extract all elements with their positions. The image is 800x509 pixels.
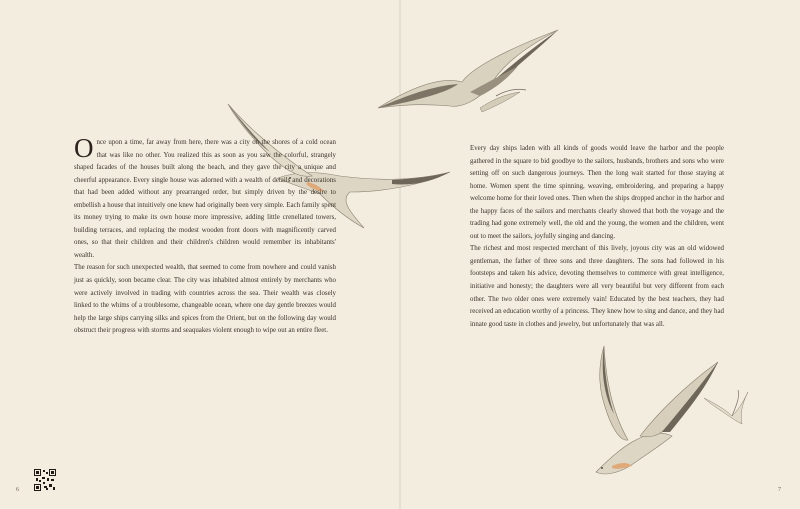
page-number-right: 7 (778, 487, 781, 493)
paragraph (74, 133, 336, 262)
paragraph: The richest and most respected merchant of this lively, joyous city was an old widowed gentleman, the father of three sons and three daughters. The sons had followed in his footsteps and taken his advice, devoting themselves to commerce with great intelligence, initiative and honesty; the daughters were all very beautiful but very different from each other. The two older ones were extremely vain! Educated by the best teachers, they had received an education worthy of a princess. They knew how to sing and dance, and they had innate good taste in clothes and jewelry, but unfortunately that was all. (470, 245, 724, 328)
paragraph-text: nce upon a time, far away from here, there was a city on the shores of a cold ocean that was like no other. You realized this as soon as you saw the colorful, strangely shaped facades of the houses built along the beach, and they gave the city a unique and cheerful appearance. Every single house was adorned with a wealth of details and decorations that had been added without any prearranged order, but simply driven by the desire to embellish a house that intuitively one knew had originally been very simple. Each family spent its money trying to make its own house more impressive, adding little crenellated towers, building terraces, and replacing the modest wooden front doors with magnificently carved ones, so that their children and their children's children would remember its inhabitants' wealth. (74, 139, 336, 259)
qr-code-icon (34, 469, 56, 491)
seagull-illustration-4 (704, 390, 748, 424)
drop-cap: O (74, 133, 94, 163)
page-number-left: 6 (16, 487, 19, 493)
seagull-illustration-1 (378, 30, 558, 112)
paragraph: The reason for such unexpected wealth, that seemed to come from nowhere and could vanish just as quickly, soon became clear. The city was inhabited almost entirely by merchants who were actively involved in trading with countries across the sea. Their wealth was closely linked to the whims of a troublesome, changeable ocean, where one day gentle breezes would help the large ships carrying silks and spices from the Orient, but on the following day would obstruct their progress with storms and seaquakes violent enough to wipe out an entire fleet. (74, 264, 336, 335)
paragraph: Every day ships laden with all kinds of goods would leave the harbor and the people gathered in the square to bid goodbye to the sailors, husbands, brothers and sons who were setting off on such dangerous journeys. Then the long wait started for those staying at home. Women spent the time spinning, weaving, embroidering, and preparing a happy welcome home for their loved ones. Then when the ships dropped anchor in the harbor and the happy faces of the sailors and merchants clearly showed that both the voyage and the trading had gone extremely well, the old and the young, the women and the children, went out to meet the sailors, joyfully singing and dancing. (470, 145, 724, 240)
left-page-text (74, 133, 336, 338)
seagull-illustration-3 (596, 346, 718, 474)
right-page-text (470, 143, 724, 331)
